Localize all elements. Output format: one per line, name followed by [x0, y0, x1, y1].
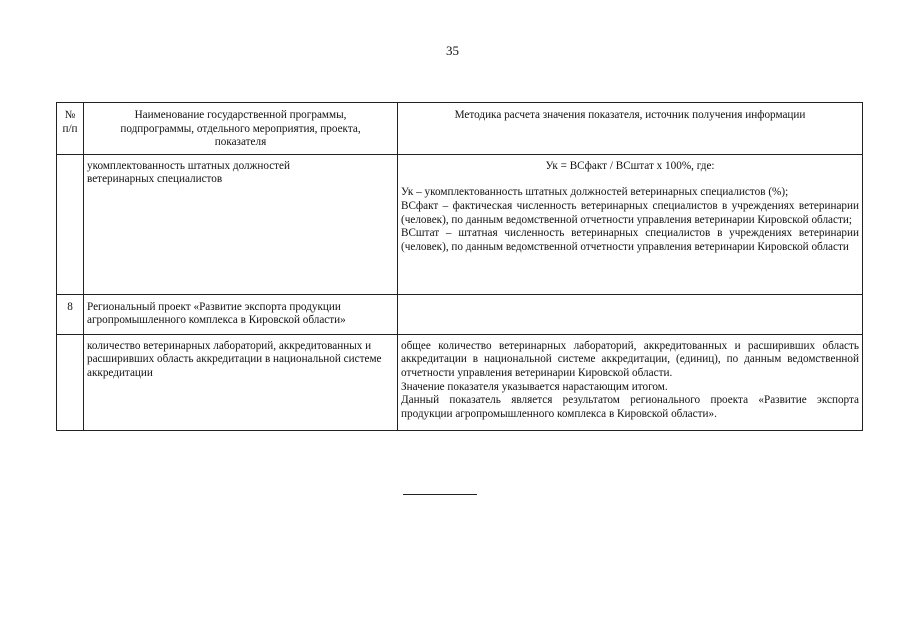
- header-name: Наименование государственной программы, подпрограммы, отдельного мероприятия, проекта, показателя: [84, 103, 398, 155]
- row-num: 8: [57, 294, 84, 334]
- row-name: укомплектованность штатных должностей ветеринарных специалистов: [84, 154, 398, 294]
- row-name: количество ветеринарных лабораторий, аккредитованных и расширивших область аккредитации в национальной системе аккредитации: [84, 334, 398, 430]
- row-method: [398, 294, 863, 334]
- row-method: [398, 334, 863, 430]
- header-method: Методика расчета значения показателя, источник получения информации: [398, 103, 863, 155]
- row-name: Региональный проект «Развитие экспорта продукции агропромышленного комплекса в Кировской области»: [84, 294, 398, 334]
- formula: Ук = ВСфакт / ВСштат х 100%, где:: [545, 159, 715, 172]
- method-line: ВСштат – штатная численность ветеринарных специалистов в учреждениях ветеринарии (человек), по данным ведомственной отчетности управления ветеринарии Кировской области: [401, 227, 859, 253]
- header-num: № п/п: [57, 103, 84, 155]
- method-line: Ук – укомплектованность штатных должностей ветеринарных специалистов (%);: [401, 186, 789, 199]
- row-num: [57, 154, 84, 294]
- end-divider: [403, 494, 477, 495]
- page-number: 35: [446, 43, 459, 58]
- method-line: Значение показателя указывается нарастающим итогом.: [401, 380, 668, 393]
- row-method: [398, 154, 863, 294]
- method-line: общее количество ветеринарных лабораторий, аккредитованных и расширивших область аккредитации в национальной системе аккредитации, (единиц), по данным ведомственной отчетности управления ветеринарии Кировской области.: [401, 339, 859, 379]
- table-row: [57, 294, 863, 334]
- table-row: [57, 334, 863, 430]
- indicator-table: [56, 102, 863, 431]
- table-header-row: [57, 103, 863, 155]
- method-line: ВСфакт – фактическая численность ветеринарных специалистов в учреждениях ветеринарии (человек), по данным ведомственной отчетности управления ветеринарии Кировской области;: [401, 199, 859, 226]
- table-row: [57, 154, 863, 294]
- row-num: [57, 334, 84, 430]
- method-line: Данный показатель является результатом регионального проекта «Развитие экспорта продукции агропромышленного комплекса в Кировской области».: [401, 394, 859, 420]
